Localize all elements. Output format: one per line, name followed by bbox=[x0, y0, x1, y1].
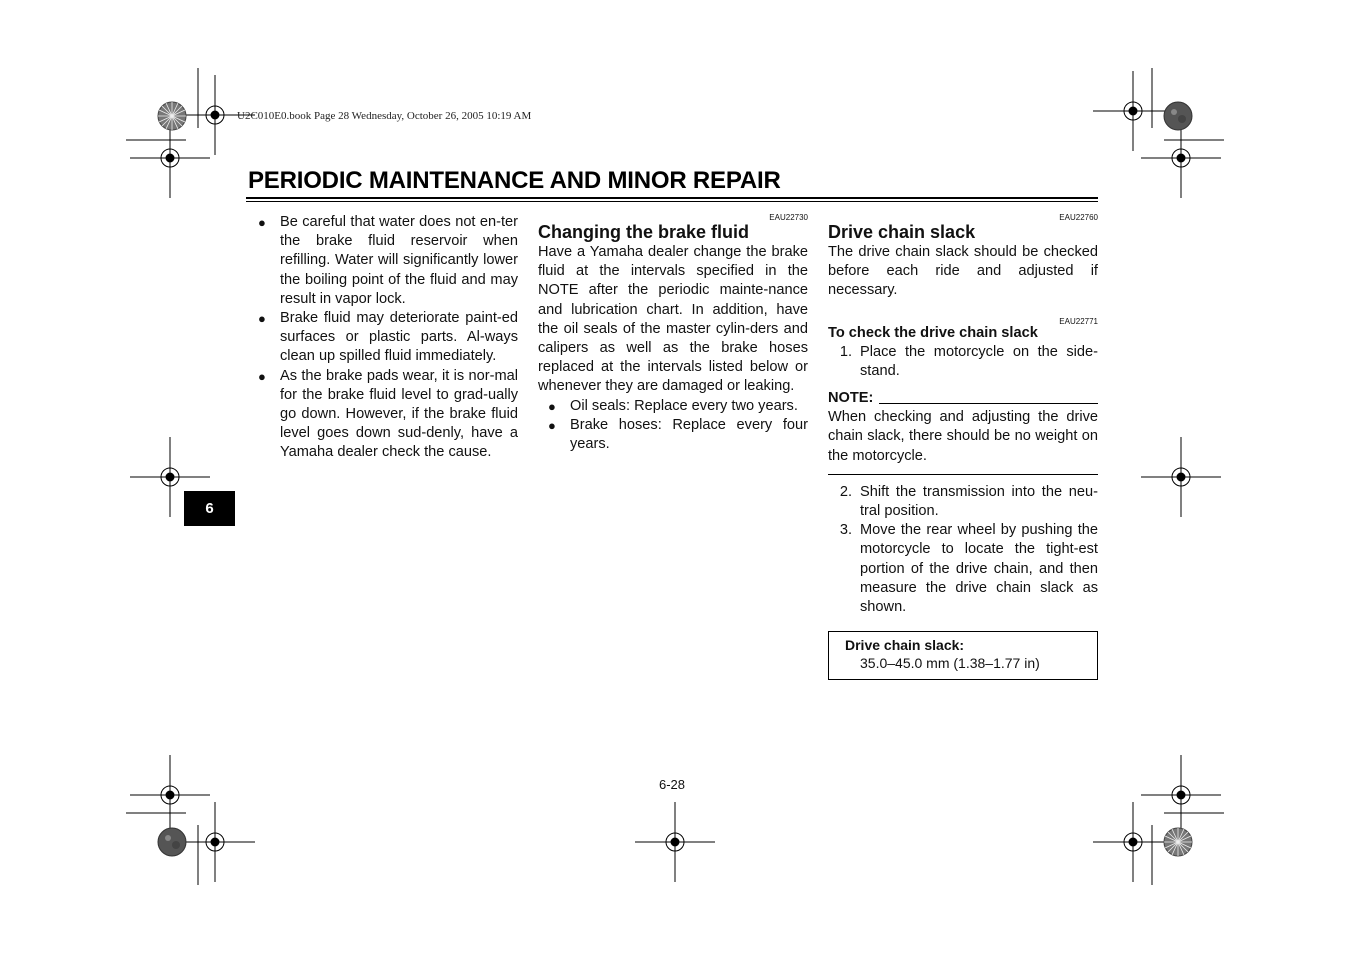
list-item-text: Brake hoses: Replace every four years. bbox=[570, 416, 808, 453]
section-code: EAU22730 bbox=[769, 213, 808, 222]
registration-mark-icon bbox=[635, 802, 715, 882]
note-header bbox=[828, 389, 1098, 408]
list-item-text: Brake fluid may deteriorate paint-ed surfaces or plastic parts. Al-ways clean up spilled fluid immediately. bbox=[280, 310, 518, 365]
list-item bbox=[538, 416, 808, 454]
bullet-icon: ● bbox=[258, 368, 266, 384]
registration-mark-icon bbox=[175, 802, 255, 882]
title-rule bbox=[246, 197, 1098, 199]
step-text: Move the rear wheel by pushing the motorcycle to locate the tight-est portion of the drive chain, and then measure the drive chain slack as shown. bbox=[860, 522, 1098, 616]
note-end-rule bbox=[828, 474, 1098, 475]
color-target-icon bbox=[157, 827, 187, 857]
note-text: When checking and adjusting the drive chain slack, there should be no weight on the motorcycle. bbox=[828, 409, 1098, 464]
subsection-heading: To check the drive chain slack bbox=[828, 324, 1038, 341]
list-item-text: Oil seals: Replace every two years. bbox=[570, 397, 798, 414]
bullet-icon: ● bbox=[548, 398, 556, 414]
note-rule bbox=[879, 403, 1098, 404]
step-number: 2. bbox=[839, 483, 852, 500]
list-item bbox=[258, 309, 518, 367]
page-number: 6-28 bbox=[658, 777, 686, 792]
chapter-tab bbox=[184, 491, 235, 526]
bullet-icon: ● bbox=[258, 215, 266, 230]
chapter-number: 6 bbox=[205, 500, 214, 517]
section-heading: Drive chain slack bbox=[828, 222, 976, 242]
registration-mark-icon bbox=[1141, 437, 1221, 517]
step-number: 3. bbox=[839, 522, 852, 539]
list-item bbox=[258, 367, 518, 463]
column-2 bbox=[538, 213, 808, 454]
list-item bbox=[258, 213, 518, 309]
list-item bbox=[538, 397, 808, 416]
color-target-icon bbox=[157, 101, 187, 131]
page-title: PERIODIC MAINTENANCE AND MINOR REPAIR bbox=[248, 167, 781, 194]
bullet-icon: ● bbox=[548, 417, 556, 433]
step-item bbox=[828, 343, 1098, 381]
step-text: Shift the transmission into the neu-tral position. bbox=[860, 483, 1098, 520]
spec-value: 35.0–45.0 mm (1.38–1.77 in) bbox=[860, 655, 1040, 672]
color-target-icon bbox=[1163, 827, 1193, 857]
step-text: Place the motorcycle on the side-stand. bbox=[860, 343, 1098, 379]
section-paragraph: The drive chain slack should be checked before each ride and adjusted if necessary. bbox=[828, 244, 1098, 299]
spec-label: Drive chain slack: bbox=[845, 637, 965, 654]
print-info: U2C010E0.book Page 28 Wednesday, October 26, 2005 10:19 AM bbox=[237, 110, 532, 122]
color-target-icon bbox=[1163, 101, 1193, 131]
list-item-text: Be careful that water does not en-ter the brake fluid reservoir when refilling. Water will significantly lower the boiling point of the fluid and may result in vapor lock. bbox=[280, 214, 518, 307]
section-code: EAU22760 bbox=[1059, 213, 1098, 222]
note-label: NOTE: bbox=[828, 390, 874, 407]
subsection-code: EAU22771 bbox=[1059, 316, 1098, 326]
column-1 bbox=[258, 213, 518, 463]
title-rule-thin bbox=[246, 201, 1098, 202]
section-paragraph: Have a Yamaha dealer change the brake fluid at the intervals specified in the NOTE after the periodic mainte-nance and lubrication chart. In addition, have the oil seals of the master cylin-ders and calipers as well as the brake hoses replaced at the intervals listed below or whenever they are damaged or leaking. bbox=[538, 244, 808, 395]
bullet-icon: ● bbox=[258, 311, 266, 327]
section-heading: Changing the brake fluid bbox=[538, 222, 750, 242]
step-item bbox=[828, 483, 1098, 521]
step-item bbox=[828, 521, 1098, 617]
column-3 bbox=[828, 213, 1098, 680]
step-number: 1. bbox=[839, 343, 852, 360]
spec-box bbox=[828, 631, 1098, 680]
registration-mark-icon bbox=[1093, 802, 1173, 882]
list-item-text: As the brake pads wear, it is nor-mal for the brake fluid level to grad-ually go down. However, if the brake fluid level goes down sud-denly, have a Yamaha dealer check the cause. bbox=[280, 367, 518, 461]
